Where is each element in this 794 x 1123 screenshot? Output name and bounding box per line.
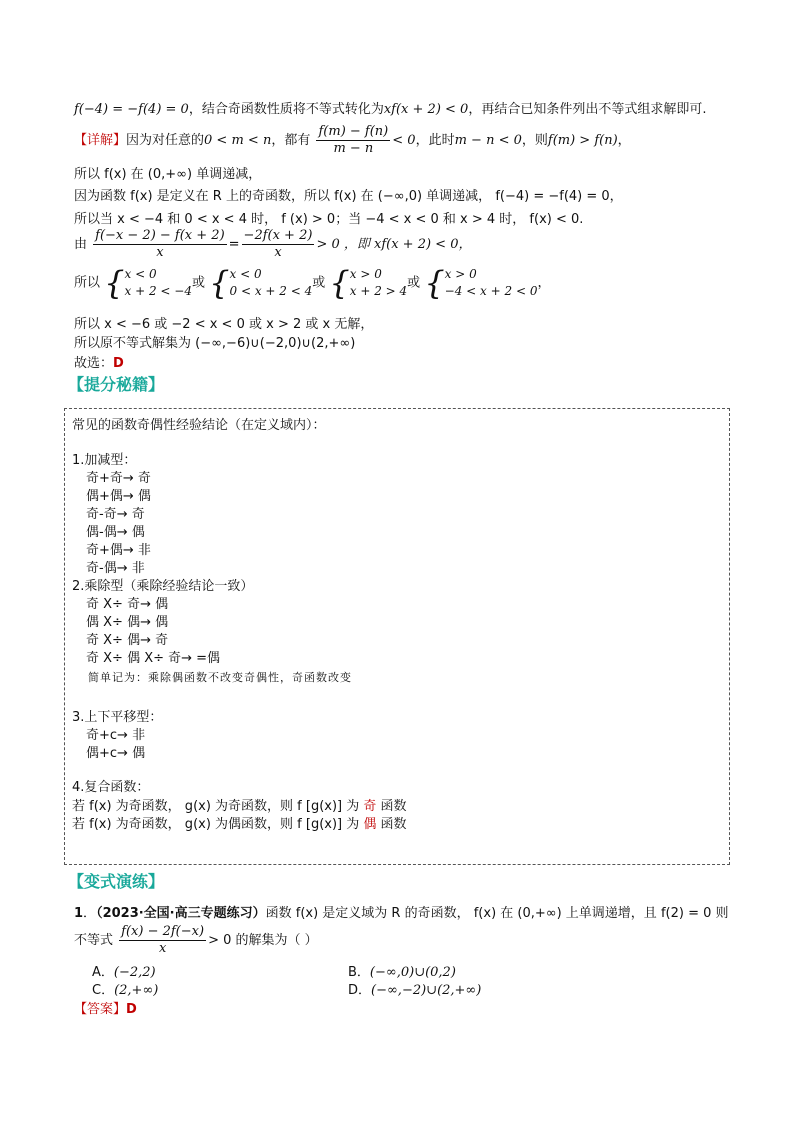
solution-line-3: 因为函数 f(x) 是定义在 R 上的奇函数，所以 f(x) 在 (−∞,0) 单调递减， f(−4) = −f(4) = 0，: [74, 189, 623, 204]
exercise-stem-2: [74, 924, 318, 957]
text: 若 f(x) 为奇函数， g(x) 为偶函数，则 f [g(x)] 为: [72, 817, 360, 832]
text: 函数: [380, 817, 407, 832]
section-title-tips: 【提分秘籍】: [68, 375, 165, 394]
text: 函数: [380, 799, 407, 814]
inequality-system: { x > 0 x + 2 > 4: [329, 264, 408, 302]
math-expr: xf(x + 2) < 0: [383, 102, 469, 117]
rule: 奇 X÷ 偶 X÷ 奇→ =偶: [86, 651, 221, 666]
option-b[interactable]: B．(−∞,0)∪(0,2): [348, 965, 456, 980]
text: ，再结合已知条件列出不等式组求解即可.: [468, 102, 707, 117]
rule: 奇+c→ 非: [86, 728, 146, 743]
text: ，则: [521, 133, 548, 148]
inequality-system: { x > 0 −4 < x + 2 < 0: [424, 264, 538, 302]
heading: 4.复合函数：: [72, 780, 150, 795]
fraction: $\frac{-2f(x + 2)}{x}$: [243, 228, 313, 260]
option-c[interactable]: C．(2,+∞): [92, 983, 159, 998]
answer-letter: D: [113, 356, 124, 371]
rule: 奇 X÷ 偶→ 奇: [86, 633, 169, 648]
text: 所以: [74, 275, 101, 291]
text: 函数 f(x) 是定义域为 R 的奇函数， f(x) 在 (0,+∞) 上单调递增，且 f(2) = 0 则: [265, 906, 729, 921]
text: ，结合奇函数性质将不等式转化为: [188, 102, 384, 117]
analysis-line: [74, 98, 706, 117]
rule: 偶-偶→ 偶: [86, 525, 145, 540]
rule: 奇+偶→ 非: [86, 543, 151, 558]
rule: 奇-奇→ 奇: [86, 507, 145, 522]
solution-line-4: 所以当 x < −4 和 0 < x < 4 时， f (x) > 0；当 −4 < x < 0 和 x > 4 时， f(x) < 0.: [74, 212, 584, 227]
inequality-system: { x < 0 0 < x + 2 < 4: [209, 264, 313, 302]
solution-line-9: [74, 352, 124, 371]
composite-rule: [72, 795, 407, 814]
rule: 偶+c→ 偶: [86, 746, 146, 761]
solution-line-6: [74, 266, 550, 300]
inequality-system: { x < 0 x + 2 < −4: [104, 264, 192, 302]
text: 若 f(x) 为奇函数， g(x) 为奇函数，则 f [g(x)] 为: [72, 799, 360, 814]
question-number: 1: [74, 906, 84, 921]
math-expr: > 0 ，即 xf(x + 2) < 0，: [316, 237, 472, 252]
composite-rule: [72, 813, 407, 832]
rule: 偶+偶→ 偶: [86, 489, 151, 504]
note: 简单记为：乘除偶函数不改变奇偶性，奇函数改变: [88, 671, 352, 684]
detail-tag: 【详解】: [74, 133, 127, 148]
math-expr: < 0: [392, 133, 416, 148]
heading: 3.上下平移型：: [72, 710, 163, 725]
option-d[interactable]: D．(−∞,−2)∪(2,+∞): [348, 983, 482, 998]
math-expr: f(m) > f(n): [547, 133, 618, 148]
solution-line-7: 所以 x < −6 或 −2 < x < 0 或 x > 2 或 x 无解，: [74, 317, 374, 332]
text: =: [228, 237, 240, 252]
heading: 2.乘除型（乘除经验结论一致）: [72, 579, 254, 594]
fraction: $\frac{f(-x - 2) - f(x + 2)}{x}$: [95, 228, 225, 260]
highlight: 偶: [363, 817, 377, 832]
text: 不等式: [74, 933, 114, 948]
text: 因为对任意的: [126, 133, 205, 148]
rule: 奇 X÷ 奇→ 偶: [86, 597, 169, 612]
text: 或: [191, 275, 205, 291]
text: ，此时: [415, 133, 455, 148]
answer-tag: 【答案】: [74, 1002, 127, 1017]
answer-line: [74, 998, 137, 1017]
solution-line-1: [74, 124, 631, 157]
source: （2023·全国·高三专题练习）: [96, 906, 266, 921]
option-a[interactable]: A．(−2,2): [92, 965, 156, 980]
text: ，: [537, 275, 551, 291]
rule: 奇-偶→ 非: [86, 561, 145, 576]
text: ，: [617, 133, 631, 148]
exercise-stem: 1．（2023·全国·高三专题练习）函数 f(x) 是定义域为 R 的奇函数， f(x) 在 (0,+∞) 上单调递增，且 f(2) = 0 则: [74, 906, 729, 921]
solution-line-8: 所以原不等式解集为 (−∞,−6)∪(−2,0)∪(2,+∞): [74, 336, 356, 351]
fraction: $\frac{f(m) - f(n)}{m - n}$: [318, 124, 389, 156]
rule: 偶 X÷ 偶→ 偶: [86, 615, 169, 630]
rule: 奇+奇→ 奇: [86, 471, 151, 486]
heading: 1.加减型：: [72, 453, 137, 468]
highlight: 奇: [363, 799, 377, 814]
math-expr: m − n < 0: [454, 133, 522, 148]
text: 或: [312, 275, 326, 291]
answer-letter: D: [126, 1002, 137, 1017]
solution-line-2: 所以 f(x) 在 (0,+∞) 单调递减，: [74, 167, 262, 182]
section-title-practice: 【变式演练】: [68, 872, 165, 891]
text: 由: [74, 237, 88, 252]
text: 或: [407, 275, 421, 291]
text: > 0 的解集为（ ）: [208, 933, 318, 948]
math-expr: 0 < m < n: [204, 133, 272, 148]
fraction: $\frac{f(x) - 2f(-x)}{x}$: [121, 924, 205, 956]
math-expr: f(−4) = −f(4) = 0: [74, 102, 189, 117]
tips-title: 常见的函数奇偶性经验结论（在定义域内）：: [72, 418, 326, 433]
text: 故选：: [74, 356, 114, 371]
solution-line-5: [74, 228, 471, 261]
text: ，都有: [271, 133, 311, 148]
